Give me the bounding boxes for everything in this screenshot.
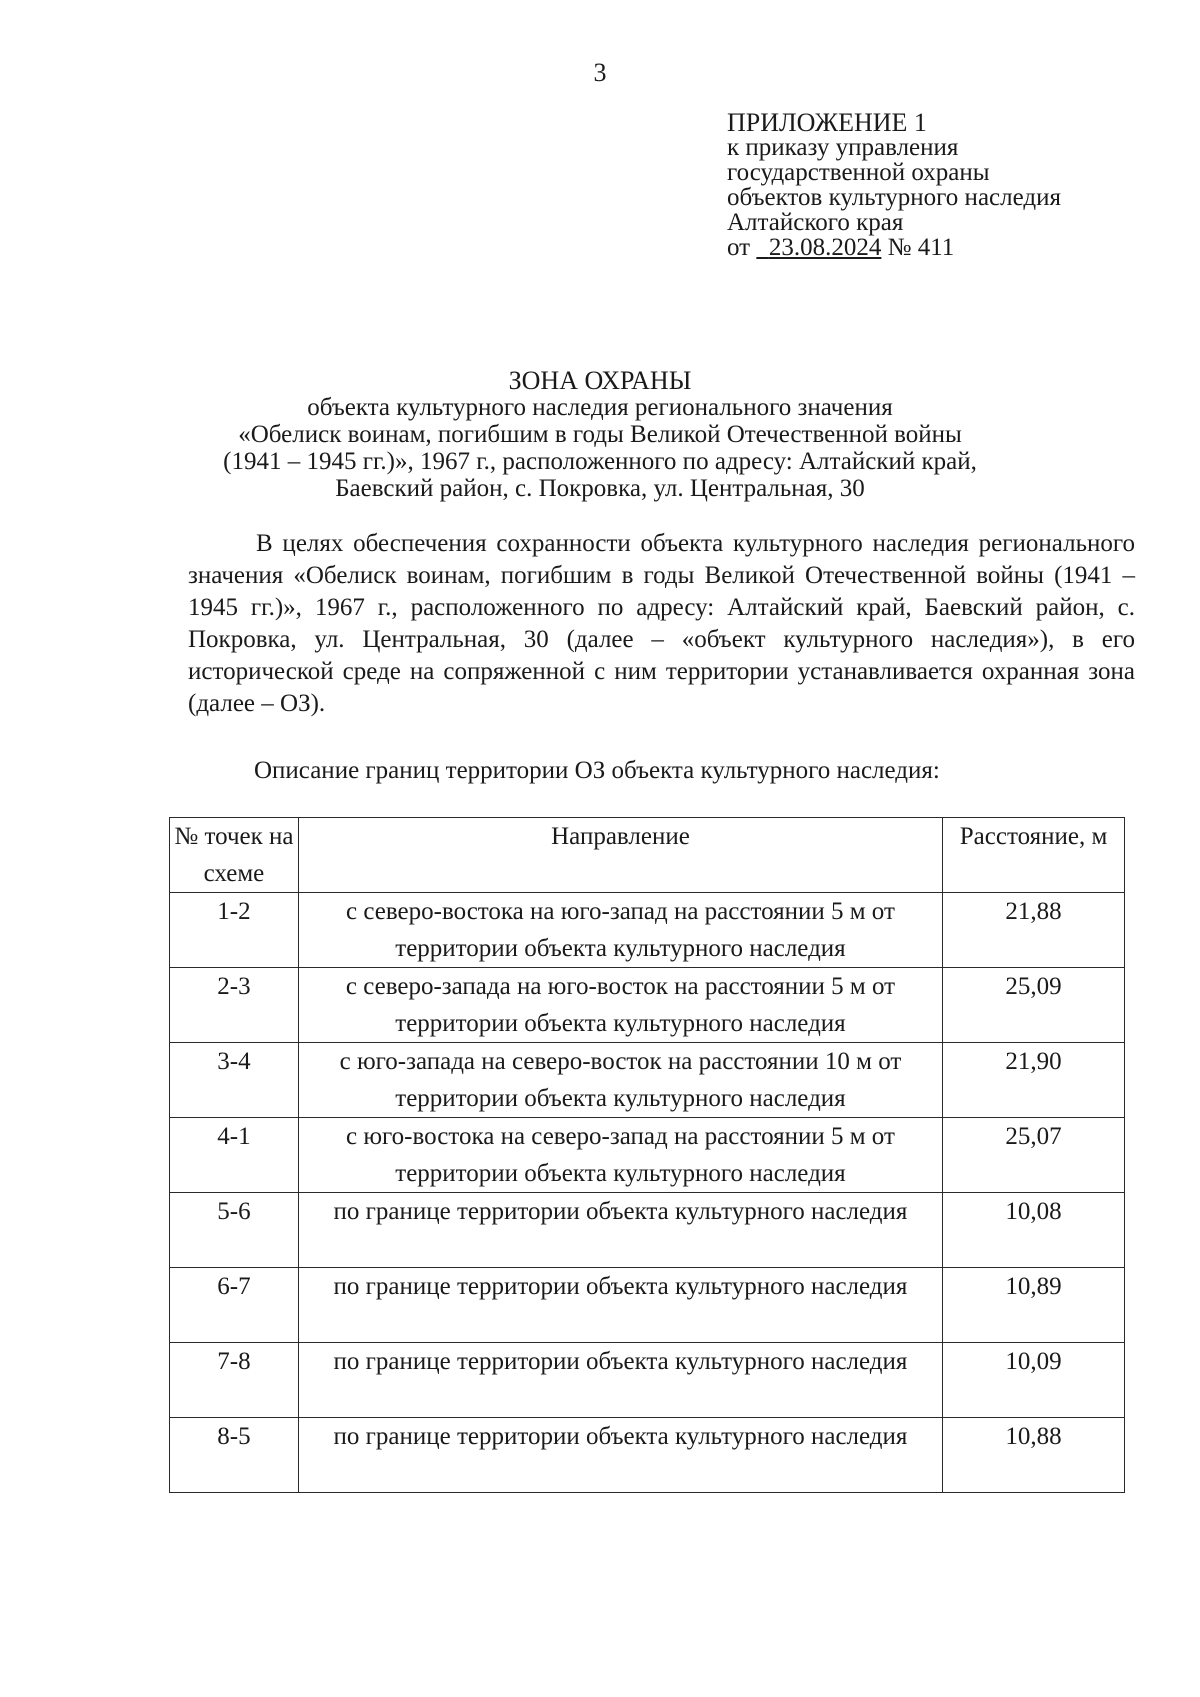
cell-direction: с юго-востока на северо-запад на расстоянии 5 м от территории объекта культурного наследия <box>298 1118 942 1193</box>
cell-distance: 10,89 <box>943 1268 1125 1343</box>
cell-direction: по границе территории объекта культурного наследия <box>298 1418 942 1493</box>
zone-title: ЗОНА ОХРАНЫ <box>508 366 692 395</box>
table-header-row <box>170 818 1125 893</box>
appendix-line: государственной охраны <box>727 159 990 186</box>
cell-direction: по границе территории объекта культурного наследия <box>298 1343 942 1418</box>
table-row <box>170 893 1125 968</box>
zone-subtitle-line: «Обелиск воинам, погибшим в годы Великой Отечественной войны <box>238 421 962 448</box>
appendix-line: объектов культурного наследия <box>727 184 1061 211</box>
cell-distance: 21,90 <box>943 1043 1125 1118</box>
header-direction: Направление <box>298 818 942 893</box>
appendix-line: Алтайского края <box>727 209 904 236</box>
header-distance: Расстояние, м <box>943 818 1125 893</box>
cell-direction: по границе территории объекта культурного наследия <box>298 1268 942 1343</box>
cell-points: 3-4 <box>170 1043 299 1118</box>
cell-points: 8-5 <box>170 1418 299 1493</box>
zone-subtitle <box>0 394 1200 502</box>
boundary-table <box>169 817 1125 1493</box>
cell-points: 4-1 <box>170 1118 299 1193</box>
cell-distance: 10,88 <box>943 1418 1125 1493</box>
table-row <box>170 1118 1125 1193</box>
appendix-date-line <box>727 235 1061 260</box>
table-row <box>170 1418 1125 1493</box>
cell-points: 6-7 <box>170 1268 299 1343</box>
appendix-date-prefix: от <box>727 234 751 261</box>
zone-subtitle-line: (1941 – 1945 гг.)», 1967 г., расположенного по адресу: Алтайский край, <box>223 448 977 475</box>
cell-distance: 25,09 <box>943 968 1125 1043</box>
cell-points: 2-3 <box>170 968 299 1043</box>
cell-points: 1-2 <box>170 893 299 968</box>
table-row <box>170 1268 1125 1343</box>
table-row <box>170 1343 1125 1418</box>
zone-subtitle-line: объекта культурного наследия регионального значения <box>307 394 893 421</box>
cell-direction: с северо-востока на юго-запад на расстоянии 5 м от территории объекта культурного наследия <box>298 893 942 968</box>
appendix-number: № 411 <box>887 234 955 261</box>
appendix-date: 23.08.2024 <box>768 234 882 261</box>
cell-direction: с юго-запада на северо-восток на расстоянии 10 м от территории объекта культурного наследия <box>298 1043 942 1118</box>
appendix-block <box>727 110 1061 260</box>
appendix-title: ПРИЛОЖЕНИЕ 1 <box>727 108 927 137</box>
cell-distance: 21,88 <box>943 893 1125 968</box>
cell-points: 7-8 <box>170 1343 299 1418</box>
table-caption: Описание границ территории ОЗ объекта культурного наследия: <box>254 757 940 784</box>
appendix-line: к приказу управления <box>727 134 959 161</box>
table-row <box>170 1043 1125 1118</box>
body-paragraph: В целях обеспечения сохранности объекта культурного наследия регионального значения «Обелиск воинам, погибшим в годы Великой Отечественной войны (1941 – 1945 гг.)», 1967 г., расположенного по адресу: Алтайский край, Баевский район, с. Покровка, ул. Центральная, 30 (далее – «объект культурного наследия»), в его исторической среде на сопряженной с ним территории устанавливается охранная зона (далее – ОЗ). <box>188 530 1135 717</box>
cell-distance: 10,08 <box>943 1193 1125 1268</box>
table-row <box>170 968 1125 1043</box>
header-points: № точек на схеме <box>170 818 299 893</box>
cell-distance: 10,09 <box>943 1343 1125 1418</box>
table-row <box>170 1193 1125 1268</box>
cell-direction: с северо-запада на юго-восток на расстоянии 5 м от территории объекта культурного наследия <box>298 968 942 1043</box>
cell-points: 5-6 <box>170 1193 299 1268</box>
cell-direction: по границе территории объекта культурного наследия <box>298 1193 942 1268</box>
page-number: 3 <box>593 58 607 87</box>
cell-distance: 25,07 <box>943 1118 1125 1193</box>
zone-subtitle-line: Баевский район, с. Покровка, ул. Центральная, 30 <box>335 475 865 502</box>
